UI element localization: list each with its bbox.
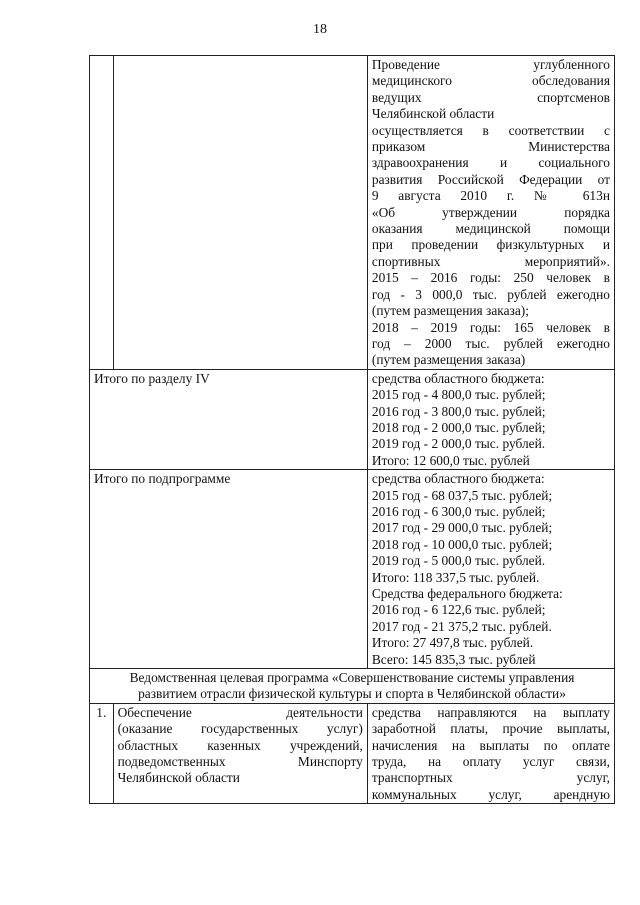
text-line: заработной платы, прочие выплаты, xyxy=(371,721,610,737)
text-line: развития Российской Федерации от xyxy=(371,171,610,187)
text-line: приказом Министерства xyxy=(371,139,610,155)
cell-activity-empty xyxy=(113,56,367,370)
program-header-line: Ведомственная целевая программа «Совершенствование системы управления xyxy=(129,670,575,686)
text-line: 2015 год - 68 037,5 тыс. рублей; xyxy=(371,487,553,503)
text-line: при проведении физкультурных и xyxy=(371,237,610,253)
text-line: осуществляется в соответствии с xyxy=(371,122,610,138)
text-line: 2018 год - 2 000,0 тыс. рублей; xyxy=(371,419,546,435)
text-line: средства направляются на выплату xyxy=(371,704,610,720)
text-line: Проведение углубленного xyxy=(371,57,610,72)
text-line: год – 2000 тыс. рублей ежегодно xyxy=(371,335,610,351)
text-line: ведущих спортсменов xyxy=(371,89,610,105)
text-line: спортивных мероприятий». xyxy=(371,253,610,269)
text-line: коммунальных услуг, арендную xyxy=(371,786,610,802)
program-table xyxy=(89,55,615,804)
text-line: областных казенных учреждений, xyxy=(117,737,363,753)
text-line: Челябинской области xyxy=(117,770,240,786)
table-row-medical-exam xyxy=(90,56,615,370)
cell-total-section-funding xyxy=(367,369,614,469)
text-line: 2016 год - 6 300,0 тыс. рублей; xyxy=(371,503,546,519)
program-header-line: развитием отрасли физической культуры и спорта в Челябинской области» xyxy=(138,686,566,702)
cell-total-subprogram-funding xyxy=(367,470,614,669)
text-line: труда, на оплату услуг связи, xyxy=(371,754,610,770)
text-line: Всего: 145 835,3 тыс. рублей xyxy=(371,651,536,667)
text-line: Итого: 118 337,5 тыс. рублей. xyxy=(371,569,540,585)
text-line: (путем размещения заказа) xyxy=(371,352,526,368)
cell-total-subprogram-label: Итого по подпрограмме xyxy=(90,470,368,669)
text-line: медицинского обследования xyxy=(371,73,610,89)
page-number: 18 xyxy=(313,22,327,37)
table-row-item-1 xyxy=(90,703,615,803)
cell-number-empty xyxy=(90,56,114,370)
text-line: 2019 год - 5 000,0 тыс. рублей. xyxy=(371,553,546,569)
cell-item-funding xyxy=(367,703,614,803)
cell-item-activity xyxy=(113,703,367,803)
table-row-program-header xyxy=(90,669,615,704)
text-line: транспортных услуг, xyxy=(371,770,610,786)
text-line: подведомственных Минспорту xyxy=(117,754,363,770)
text-line: 9 августа 2010 г. № 613н xyxy=(371,188,610,204)
text-line: 2019 год - 2 000,0 тыс. рублей. xyxy=(371,436,546,452)
text-line: начисления на выплаты по оплате xyxy=(371,737,610,753)
text-line: 2016 год - 6 122,6 тыс. рублей; xyxy=(371,602,546,618)
text-line: Челябинской области xyxy=(371,106,495,122)
text-line: 2017 год - 29 000,0 тыс. рублей; xyxy=(371,520,553,536)
text-line: 2018 год - 10 000,0 тыс. рублей; xyxy=(371,536,553,552)
text-line: Обеспечение деятельности xyxy=(117,704,363,720)
table-row-total-section xyxy=(90,369,615,469)
text-line: (путем размещения заказа); xyxy=(371,303,529,319)
cell-total-section-label: Итого по разделу IV xyxy=(90,369,368,469)
text-line: 2016 год - 3 800,0 тыс. рублей; xyxy=(371,403,546,419)
text-line: Итого: 27 497,8 тыс. рублей. xyxy=(371,635,534,651)
cell-exam-description xyxy=(367,56,614,370)
cell-program-header xyxy=(90,669,615,704)
table-row-total-subprogram xyxy=(90,470,615,669)
text-line: «Об утверждении порядка xyxy=(371,204,610,220)
text-line: оказания медицинской помощи xyxy=(371,221,610,237)
text-line: Итого: 12 600,0 тыс. рублей xyxy=(371,452,530,468)
text-line: Средства федерального бюджета: xyxy=(371,586,563,601)
text-line: год - 3 000,0 тыс. рублей ежегодно xyxy=(371,286,610,302)
text-line: (оказание государственных услуг) xyxy=(117,721,363,737)
text-line: 2017 год - 21 375,2 тыс. рублей. xyxy=(371,618,552,634)
text-line: 2015 – 2016 годы: 250 человек в xyxy=(371,270,610,286)
text-line: 2018 – 2019 годы: 165 человек в xyxy=(371,319,610,335)
cell-item-number: 1. xyxy=(90,703,114,803)
text-line: здравоохранения и социального xyxy=(371,155,610,171)
text-line: средства областного бюджета: xyxy=(371,370,545,386)
text-line: 2015 год - 4 800,0 тыс. рублей; xyxy=(371,387,546,403)
text-line: средства областного бюджета: xyxy=(371,471,545,487)
